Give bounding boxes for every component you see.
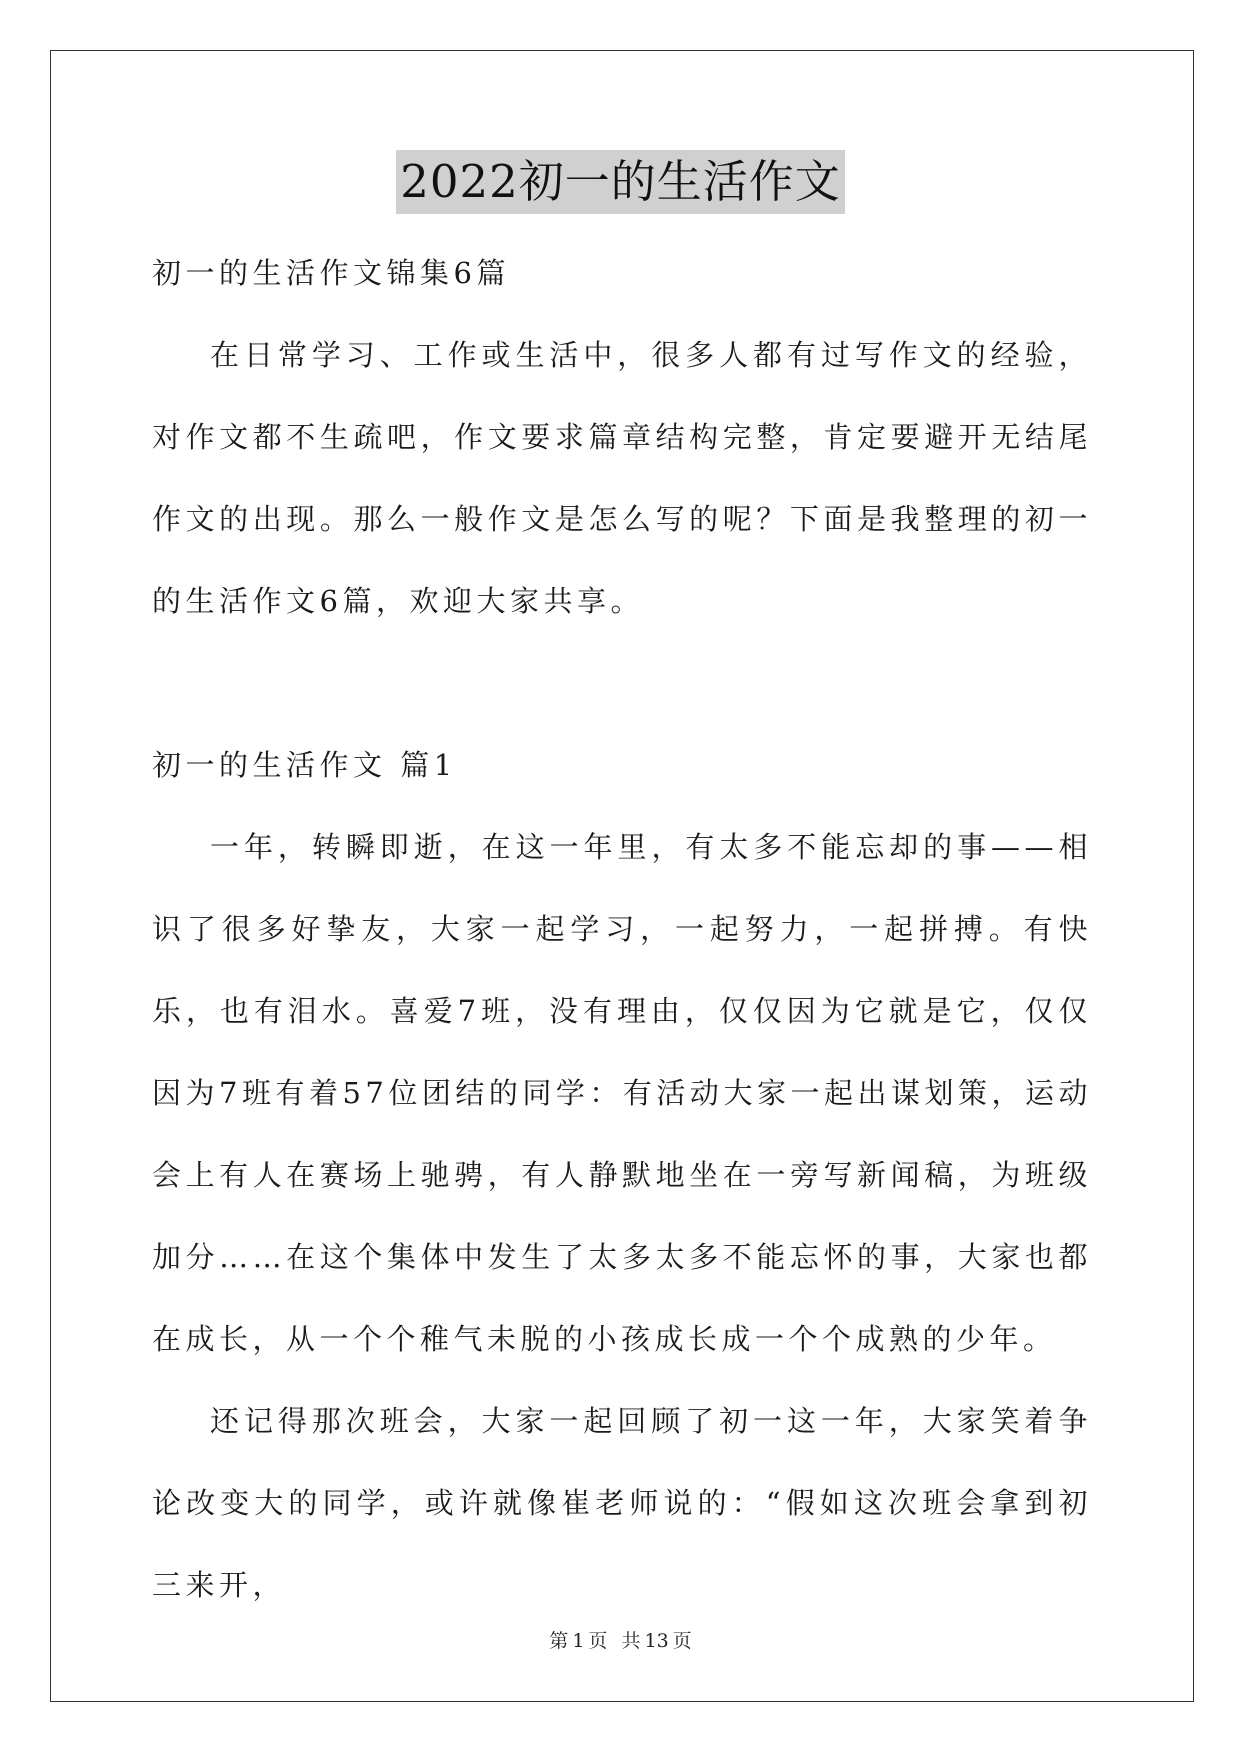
document-title: 2022初一的生活作文 xyxy=(396,150,845,214)
body-paragraph-1: 一年，转瞬即逝，在这一年里，有太多不能忘却的事——相识了很多好挚友，大家一起学习，一起努力，一起拼搏。有快乐，也有泪水。喜爱7班，没有理由，仅仅因为它就是它，仅仅因为7班有着57位团结的同学：有活动大家一起出谋划策，运动会上有人在赛场上驰骋，有人静默地坐在一旁写新闻稿，为班级加分……在这个集体中发生了太多太多不能忘怀的事，大家也都在成长，从一个个稚气未脱的小孩成长成一个个成熟的少年。 xyxy=(152,830,1092,1356)
page-total: 13 xyxy=(644,1630,669,1652)
section-spacer xyxy=(152,642,1092,724)
intro-paragraph xyxy=(152,314,1092,642)
document-subtitle: 初一的生活作文锦集6篇 xyxy=(152,256,510,290)
page-number-label: 第 1 页 xyxy=(549,1630,608,1652)
page-footer xyxy=(0,1626,1241,1653)
page-total-label: 共 13 页 xyxy=(621,1630,692,1652)
document-body xyxy=(152,232,1092,1626)
section-heading: 初一的生活作文 篇1 xyxy=(152,748,457,782)
section-body xyxy=(152,806,1092,1626)
intro-text: 在日常学习、工作或生活中，很多人都有过写作文的经验，对作文都不生疏吧，作文要求篇章结构完整，肯定要避开无结尾作文的出现。那么一般作文是怎么写的呢？下面是我整理的初一的生活作文6篇，欢迎大家共享。 xyxy=(152,338,1092,618)
title-container xyxy=(0,150,1241,214)
page-current: 1 xyxy=(572,1630,585,1652)
body-paragraph-2: 还记得那次班会，大家一起回顾了初一这一年，大家笑着争论改变大的同学，或许就像崔老师说的：“假如这次班会拿到初三来开， xyxy=(152,1404,1092,1602)
